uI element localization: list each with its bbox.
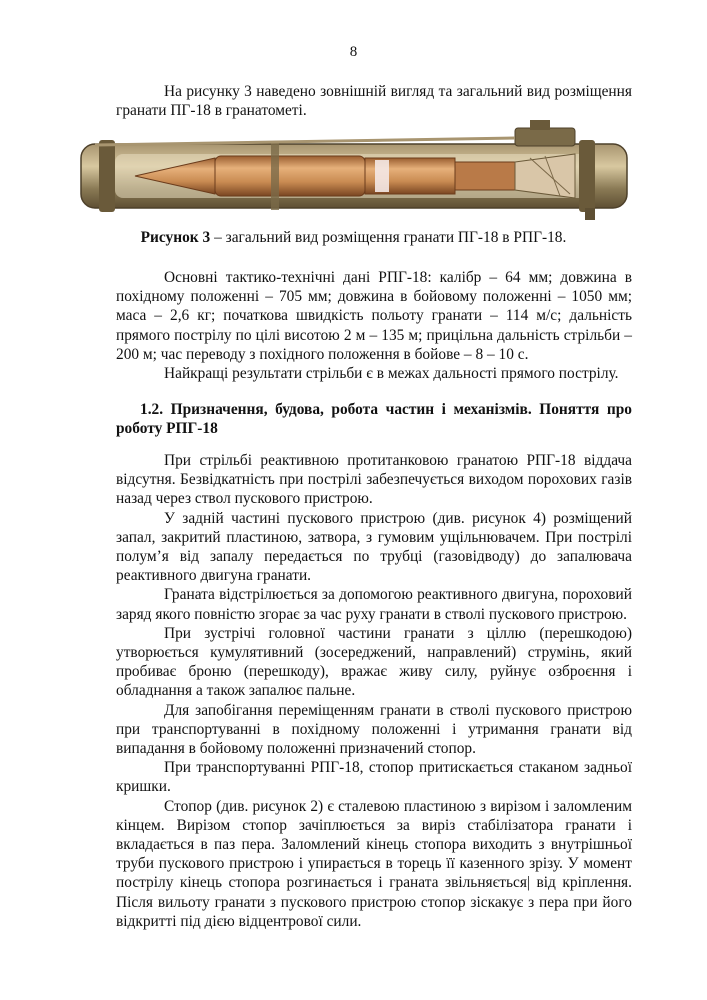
body-paragraph: Граната відстрілюється за допомогою реактивного двигуна, пороховий заряд якого повністю згорає за час руху гранати в стволі пускового пристрою. — [116, 586, 632, 623]
body-paragraph: При зустрічі головної частини гранати з ціллю (перешкодою) утворюється кумулятивний (зосереджений, направлений) струмінь, який пробиває броню (перешкоду), вражає живу силу, руйнує озброєння і обладнання а також запалює пальне. — [116, 624, 632, 700]
body-paragraph: При стрільбі реактивною протитанковою гранатою РПГ-18 віддача відсутня. Безвідкатність при пострілі забезпечується виходом порохових газів назад через ствол пускового пристрою. — [116, 452, 632, 508]
rpg18-cutaway-image — [75, 118, 632, 226]
body-paragraph: У задній частині пускового пристрою (див. рисунок 4) розміщений запал, закритий пластиною, затвора, з гумовим ущільнювачем. При пострілі полум’я від запалу передається по трубці (газовідводу) до запалювача реактивного двигуна гранати. — [116, 509, 632, 585]
figure-rpg18-cutaway — [75, 118, 632, 226]
specs-paragraph: Найкращі результати стрільби є в межах дальності прямого пострілу. — [164, 365, 619, 383]
body-section — [116, 451, 632, 931]
body-paragraph: Для запобігання переміщенням гранати в стволі пускового пристрою при транспортуванні в похідному положенні і утримання гранати від випадання в бойовому положенні призначений стопор. — [116, 701, 632, 758]
figure-caption — [0, 229, 707, 247]
specs-paragraph: Основні тактико-технічні дані РПГ-18: калібр – 64 мм; довжина в похідному положенні – 705 мм; довжина в бойовому положенні – 1050 мм; маса – 2,6 кг; початкова швидкість польоту гранати – 114 м/с; дальність прямого пострілу по цілі висотою 2 м – 135 м; прицільна дальність стрільби – 200 м; час переводу з похідного положення в бойове – 8 – 10 с. — [116, 269, 632, 363]
specs-section — [116, 268, 632, 383]
body-paragraph: Стопор (див. рисунок 2) є сталевою пластиною з вирізом і заломленим кінцем. Вирізом стопор зачіплюється за виріз стабілізатора гранати і вкладається в паз пера. Заломлений кінець стопора виходить з внутрішньої труби пускового пристрою і упирається в торець її казенного зрізу. У момент пострілу кінець стопора розгинається і граната звільняється| від кріплення. Після вильоту гранати з пускового пристрою стопор зіскакує з пера при його відкритті під дією відцентрової сили. — [116, 797, 632, 930]
section-heading: 1.2. Призначення, будова, робота частин і механізмів. Поняття про роботу РПГ-18 — [116, 401, 632, 438]
caption-label: Рисунок 3 — [140, 229, 211, 246]
body-paragraph: При транспортуванні РПГ-18, стопор притискається стаканом задньої кришки. — [116, 759, 632, 796]
intro-paragraph — [116, 82, 632, 120]
intro-text: На рисунку 3 наведено зовнішній вигляд та загальний вид розміщення гранати ПГ-18 в гранатометі. — [116, 83, 632, 120]
caption-text: – загальний вид розміщення гранати ПГ-18 в РПГ-18. — [210, 229, 567, 246]
page-number: 8 — [349, 44, 358, 60]
